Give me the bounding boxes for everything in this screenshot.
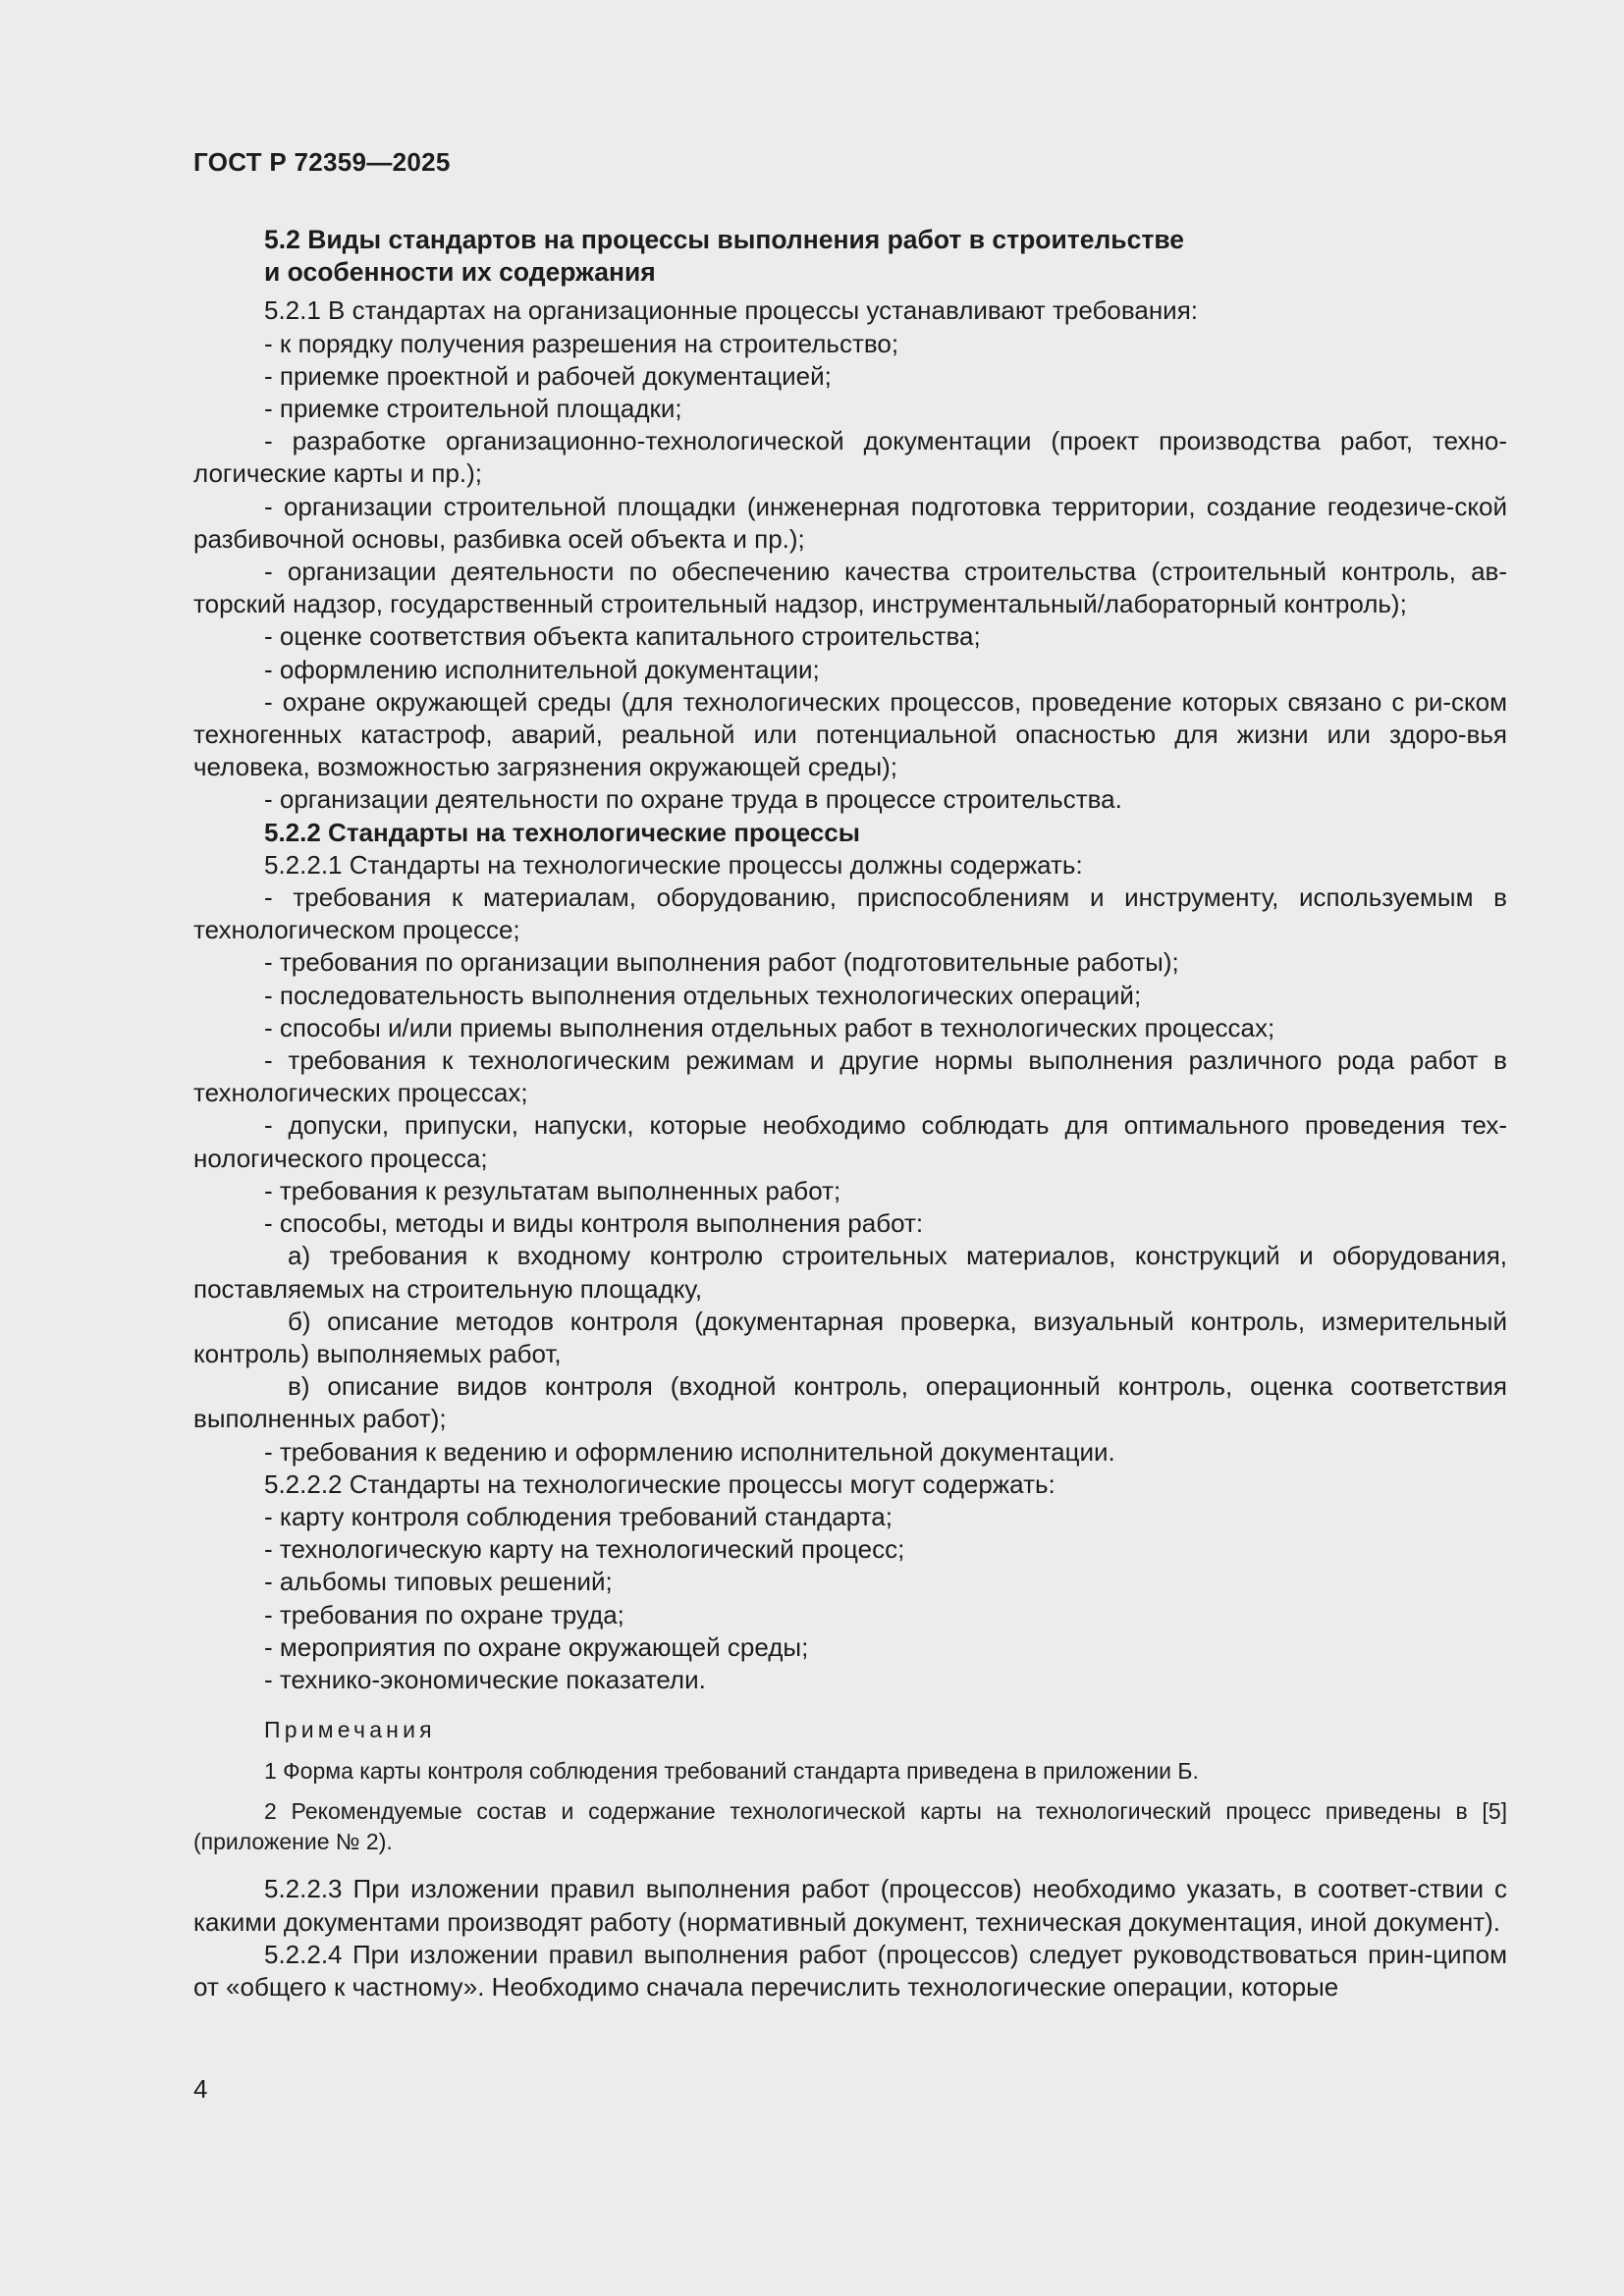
list-item: - организации деятельности по охране труда в процессе строительства. bbox=[264, 784, 1122, 815]
page-content bbox=[193, 224, 1507, 2003]
list-item: - требования к материалам, оборудованию, приспособлениям и инструменту, используемым в технологическом процессе; bbox=[193, 882, 1507, 945]
note-item: 1 Форма карты контроля соблюдения требований стандарта приведена в приложении Б. bbox=[264, 1758, 1199, 1785]
clause-5-2-2-4: 5.2.2.4 При изложении правил выполнения работ (процессов) следует руководствоваться прин-ципом от «общего к частному». Необходимо сначала перечислить технологические операции, которые bbox=[193, 1939, 1507, 2002]
list-item: - оценке соответствия объекта капитального строительства; bbox=[264, 621, 981, 652]
list-item: - разработке организационно-технологической документации (проект производства работ, техно-логические карты и пр.); bbox=[193, 426, 1507, 489]
list-item: - способы, методы и виды контроля выполнения работ: bbox=[264, 1208, 924, 1239]
list-item: - организации деятельности по обеспечению качества строительства (строительный контроль, ав-торский надзор, государственный строительный надзор, инструментальный/лабораторный контроль); bbox=[193, 557, 1507, 619]
control-item: б) описание методов контроля (документарная проверка, визуальный контроль, измерительный контроль) выполняемых работ, bbox=[193, 1306, 1507, 1368]
section-title-line1: 5.2 Виды стандартов на процессы выполнения работ в строительстве bbox=[264, 225, 1184, 254]
document-header: ГОСТ Р 72359—2025 bbox=[193, 147, 451, 177]
list-item: - способы и/или приемы выполнения отдельных работ в технологических процессах; bbox=[264, 1012, 1275, 1042]
section-title-line2: и особенности их содержания bbox=[264, 257, 656, 288]
list-item: - организации строительной площадки (инженерная подготовка территории, создание геодезиче-ской разбивочной основы, разбивка осей объекта и пр.); bbox=[193, 491, 1507, 554]
list-item: - карту контроля соблюдения требований стандарта; bbox=[264, 1501, 893, 1531]
control-item: в) описание видов контроля (входной контроль, операционный контроль, оценка соответствия выполненных работ); bbox=[193, 1371, 1507, 1434]
list-item: - технико-экономические показатели. bbox=[264, 1664, 706, 1694]
clause-5-2-1-intro: 5.2.1 В стандартах на организационные процессы устанавливают требования: bbox=[264, 295, 1199, 326]
list-item: - последовательность выполнения отдельных технологических операций; bbox=[264, 980, 1142, 1010]
list-item: - требования к технологическим режимам и другие нормы выполнения различного рода работ в технологических процессах; bbox=[193, 1045, 1507, 1108]
notes-title: Примечания bbox=[264, 1717, 436, 1743]
list-item: - требования к ведению и оформлению исполнительной документации. bbox=[264, 1436, 1115, 1467]
list-item: - к порядку получения разрешения на строительство; bbox=[264, 328, 899, 358]
list-item: - технологическую карту на технологический процесс; bbox=[264, 1534, 905, 1565]
clause-5-2-2-3: 5.2.2.3 При изложении правил выполнения работ (процессов) необходимо указать, в соответ-ствии с какими документами производят работу (нормативный документ, техническая документация, иной документ). bbox=[193, 1874, 1507, 1937]
list-item: - мероприятия по охране окружающей среды; bbox=[264, 1631, 809, 1662]
list-item: - требования по охране труда; bbox=[264, 1599, 624, 1629]
list-item: - оформлению исполнительной документации; bbox=[264, 654, 820, 684]
list-item: - альбомы типовых решений; bbox=[264, 1567, 613, 1597]
clause-5-2-2-2-intro: 5.2.2.2 Стандарты на технологические процессы могут содержать: bbox=[264, 1468, 1056, 1499]
list-item: - охране окружающей среды (для технологических процессов, проведение которых связано с ри-ском техногенных катастроф, аварий, реальной или потенциальной опасностью для жизни или здоро-вья человека, возможностью загрязнения окружающей среды); bbox=[193, 686, 1507, 782]
clause-5-2-2-1-intro: 5.2.2.1 Стандарты на технологические процессы должны содержать: bbox=[264, 849, 1083, 880]
clause-5-2-2-title: 5.2.2 Стандарты на технологические процессы bbox=[264, 817, 860, 847]
list-item: - требования к результатам выполненных работ; bbox=[264, 1175, 841, 1205]
control-item: а) требования к входному контролю строительных материалов, конструкций и оборудования, поставляемых на строительную площадку, bbox=[193, 1241, 1507, 1304]
list-item: - допуски, припуски, напуски, которые необходимо соблюдать для оптимального проведения тех-нологического процесса; bbox=[193, 1110, 1507, 1173]
note-item: 2 Рекомендуемые состав и содержание технологической карты на технологический процесс приведены в [5] (приложение № 2). bbox=[193, 1798, 1507, 1855]
page-number: 4 bbox=[193, 2074, 208, 2104]
list-item: - приемке проектной и рабочей документацией; bbox=[264, 360, 832, 391]
list-item: - приемке строительной площадки; bbox=[264, 394, 682, 424]
list-item: - требования по организации выполнения работ (подготовительные работы); bbox=[264, 947, 1179, 978]
